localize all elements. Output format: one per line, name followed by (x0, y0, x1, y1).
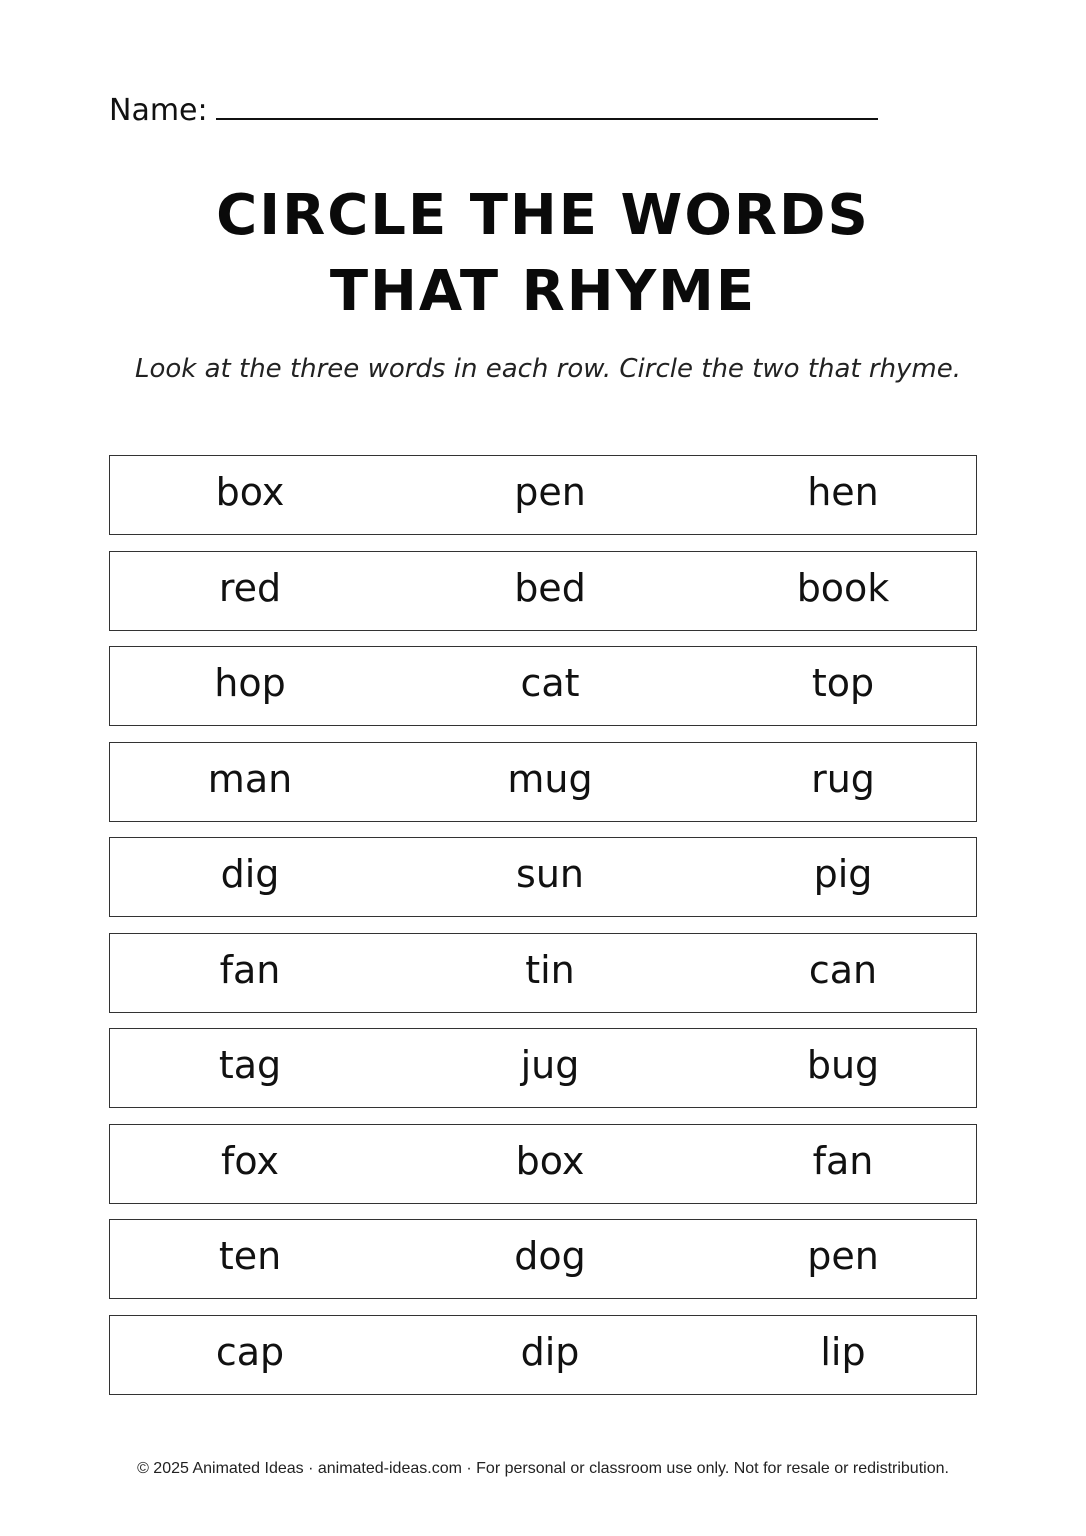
word-option[interactable]: man (207, 756, 293, 801)
word-row (109, 1219, 977, 1299)
word-rows (109, 455, 977, 1410)
word-option[interactable]: fan (219, 947, 281, 992)
word-option[interactable]: book (796, 565, 890, 610)
word-row (109, 933, 977, 1013)
word-option[interactable]: red (218, 565, 282, 610)
word-option[interactable]: dig (220, 852, 280, 896)
name-label: Name: (109, 93, 208, 128)
word-row (109, 455, 977, 535)
name-field[interactable] (109, 88, 878, 131)
word-option[interactable]: bug (806, 1043, 880, 1087)
word-option[interactable]: sun (516, 852, 584, 896)
instructions-text: Look at the three words in each row. Circle the two that rhyme. (135, 354, 962, 384)
word-row (109, 1028, 977, 1108)
word-row (109, 646, 977, 726)
word-option[interactable]: cat (520, 661, 580, 705)
word-option[interactable]: bed (514, 565, 586, 610)
name-blank-line[interactable] (216, 88, 878, 120)
word-option[interactable]: tin (525, 947, 575, 992)
word-option[interactable]: rug (811, 756, 875, 801)
word-option[interactable]: mug (507, 756, 593, 801)
worksheet-title (0, 178, 1086, 330)
word-option[interactable]: dog (514, 1234, 586, 1278)
word-option[interactable]: pen (514, 470, 586, 514)
copyright-footer: © 2025 Animated Ideas · animated-ideas.com · For personal or classroom use only. Not for resale or redistribution. (137, 1460, 949, 1477)
title-line-2: THAT RHYME (329, 259, 757, 324)
title-line-1: CIRCLE THE WORDS (216, 183, 870, 248)
word-option[interactable]: hen (807, 470, 879, 514)
word-option[interactable]: can (808, 947, 878, 992)
word-row (109, 837, 977, 917)
word-option[interactable]: pig (813, 852, 873, 896)
word-option[interactable]: hop (214, 661, 286, 705)
word-option[interactable]: ten (218, 1234, 282, 1278)
word-option[interactable]: box (215, 470, 285, 514)
word-option[interactable]: fox (221, 1138, 279, 1183)
word-option[interactable]: tag (218, 1043, 282, 1087)
word-option[interactable]: pen (807, 1234, 879, 1278)
word-option[interactable]: box (515, 1138, 585, 1183)
word-row (109, 1315, 977, 1395)
word-row (109, 551, 977, 631)
word-option[interactable]: lip (820, 1329, 866, 1374)
word-option[interactable]: dip (520, 1329, 580, 1374)
word-option[interactable]: cap (215, 1329, 285, 1374)
word-option[interactable]: fan (812, 1138, 874, 1183)
word-option[interactable]: top (811, 661, 875, 705)
word-row (109, 1124, 977, 1204)
word-option[interactable]: jug (520, 1043, 580, 1087)
word-row (109, 742, 977, 822)
